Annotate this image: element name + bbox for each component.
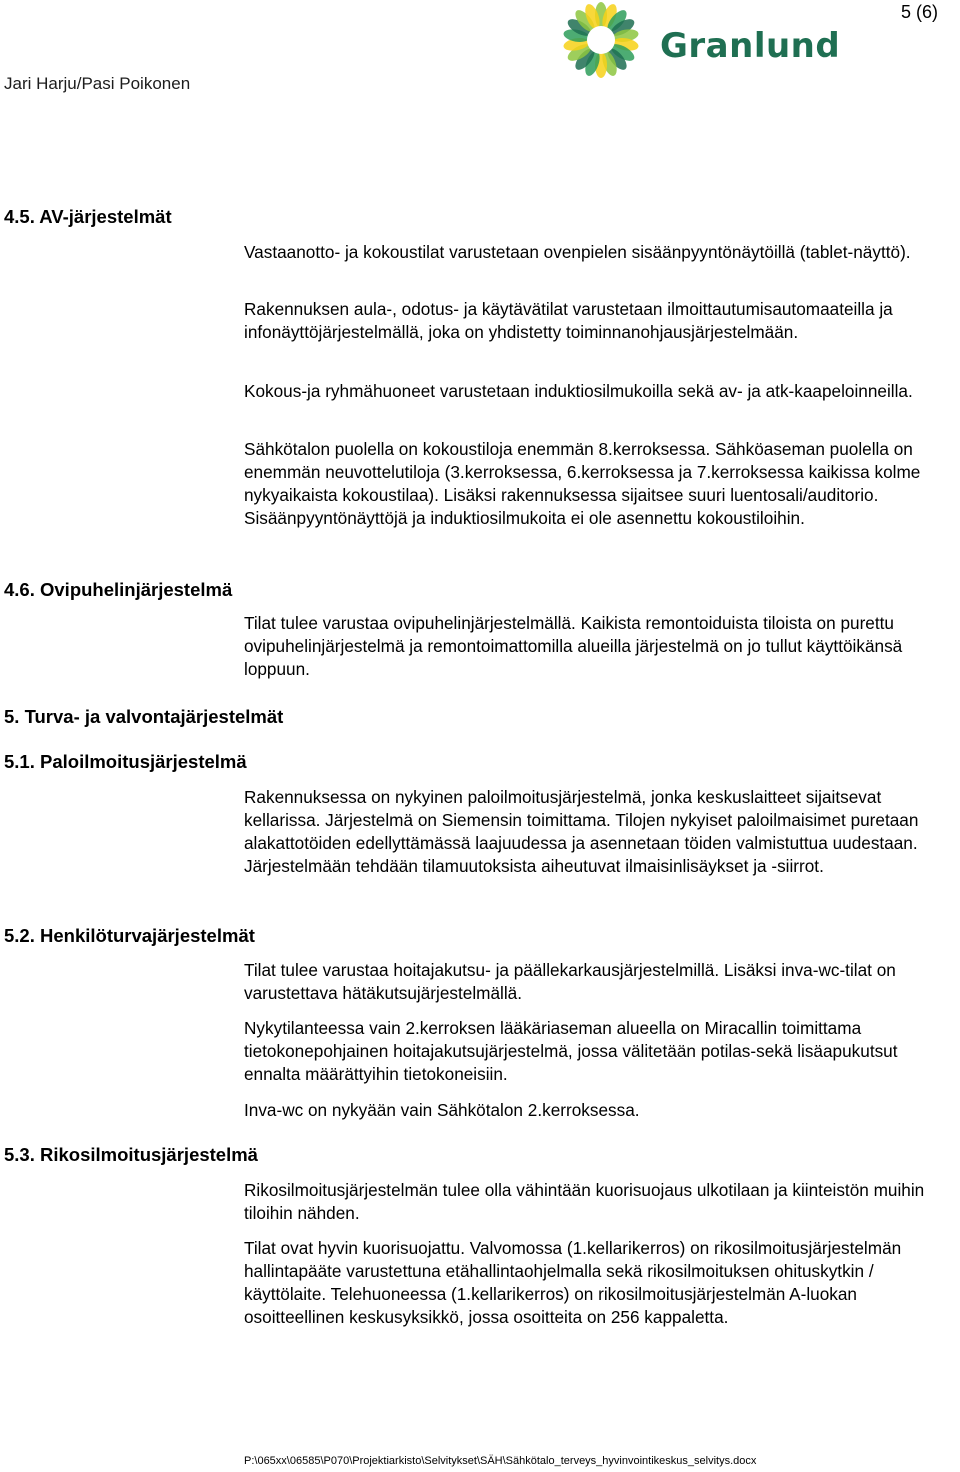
page-number: 5 (6): [900, 2, 938, 22]
paragraph-rikosilmoitus-2: Tilat ovat hyvin kuorisuojattu. Valvomossa (1.kellarikerros) on rikosilmoitusjärjestelmän hallintapääte varustettuna etähallintaohjelmalla sekä rikosilmoituksen ohituskytkin / käyttölaite. Telehuoneessa (1.kellarikerros) on rikosilmoitusjärjestelmän A-luokan osoitteellinen keskusyksikkö, jossa osoitteita on 256 kappaletta.: [244, 1238, 902, 1327]
paragraph-henkiloturva-2: Nykytilanteessa vain 2.kerroksen lääkäriaseman alueella on Miracallin toimittama tietokonepohjainen hoitajakutsujärjestelmä, jossa välitetään potilas-sekä lisäapukutsut ennalta määrättyihin tietokoneisiin.: [244, 1018, 898, 1084]
document-author: Jari Harju/Pasi Poikonen: [4, 74, 191, 93]
section-heading-henkiloturva: 5.2. Henkilöturvajärjestelmät: [4, 925, 255, 946]
paragraph-av-1: Vastaanotto- ja kokoustilat varustetaan ovenpielen sisäänpyyntönäytöillä (tablet-näyttö).: [244, 242, 911, 262]
footer-file-path: P:\065xx\06585\P070\Projektiarkisto\Selvitykset\SÄH\Sähkötalo_terveys_hyvinvointikeskus_selvitys.docx: [244, 1455, 757, 1467]
section-heading-turva: 5. Turva- ja valvontajärjestelmät: [4, 706, 284, 727]
paragraph-ovipuhelin-1: Tilat tulee varustaa ovipuhelinjärjestelmällä. Kaikista remontoiduista tiloista on purettu ovipuhelinjärjestelmä ja remontoimattomilla alueilla järjestelmä on jo tullut käyttöikänsä loppuun.: [244, 613, 903, 679]
granlund-logo: [553, 0, 841, 80]
paragraph-rikosilmoitus-1: Rikosilmoitusjärjestelmän tulee olla vähintään kuorisuojaus ulkotilaan ja kiinteistön muihin tiloihin nähden.: [244, 1180, 925, 1223]
paragraph-henkiloturva-3: Inva-wc on nykyään vain Sähkötalon 2.kerroksessa.: [244, 1100, 640, 1120]
paragraph-henkiloturva-1: Tilat tulee varustaa hoitajakutsu- ja päällekarkausjärjestelmillä. Lisäksi inva-wc-tilat on varustettava hätäkutsujärjestelmällä.: [244, 960, 896, 1003]
paragraph-av-2: Rakennuksen aula-, odotus- ja käytävätilat varustetaan ilmoittautumisautomaateilla ja infonäyttöjärjestelmällä, joka on yhdistetty toiminnanohjausjärjestelmään.: [244, 299, 893, 342]
section-heading-paloilmoitus: 5.1. Paloilmoitusjärjestelmä: [4, 751, 247, 772]
section-heading-av: 4.5. AV-järjestelmät: [4, 206, 172, 227]
paragraph-paloilmoitus-1: Rakennuksessa on nykyinen paloilmoitusjärjestelmä, jonka keskuslaitteet sijaitsevat kellarissa. Järjestelmä on Siemensin toimittama. Tilojen nykyiset paloilmaisimet puretaan alakattotöiden edellyttämässä laajuudessa ja asennetaan töiden valmistuttua uudestaan. Järjestelmään tehdään tilamuutoksista aiheutuvat ilmaisinlisäykset ja -siirrot.: [244, 787, 919, 876]
granlund-logo-icon: [553, 0, 657, 80]
logo-wordmark: Granlund: [660, 26, 841, 66]
paragraph-av-4: Sähkötalon puolella on kokoustiloja enemmän 8.kerroksessa. Sähköaseman puolella on enemmän neuvottelutiloja (3.kerroksessa, 6.kerroksessa ja 7.kerroksessa kaikissa kolme nykyaikaista kokoustilaa). Lisäksi rakennuksessa sijaitsee suuri luentosali/auditorio. Sisäänpyyntönäyttöjä ja induktiosilmukoita ei ole asennettu kokoustiloihin.: [244, 439, 921, 528]
section-heading-rikosilmoitus: 5.3. Rikosilmoitusjärjestelmä: [4, 1144, 258, 1165]
section-heading-ovipuhelin: 4.6. Ovipuhelinjärjestelmä: [4, 579, 233, 600]
paragraph-av-3: Kokous-ja ryhmähuoneet varustetaan induktiosilmukoilla sekä av- ja atk-kaapeloinneilla.: [244, 381, 913, 401]
